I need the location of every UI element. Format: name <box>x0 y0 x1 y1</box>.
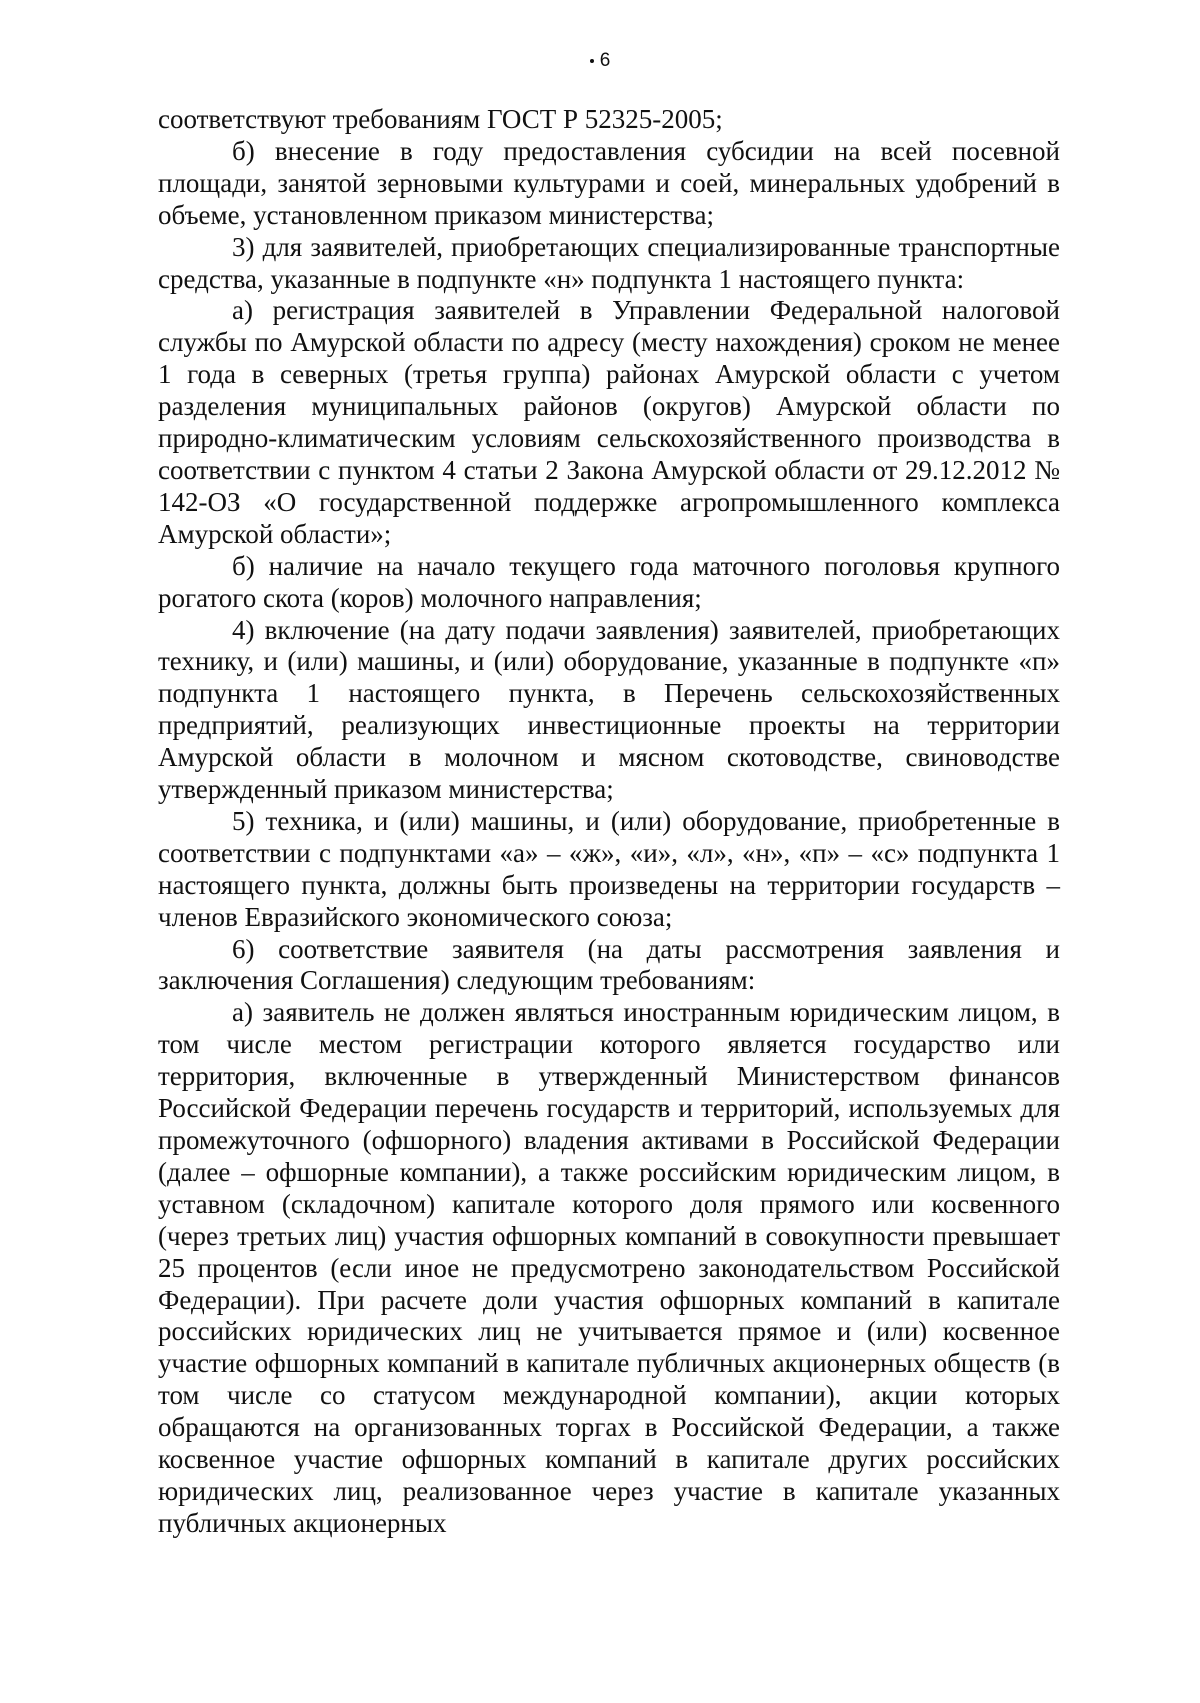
document-body <box>158 104 1060 1540</box>
paragraph-item-4-inclusion: 4) включение (на дату подачи заявления) заявителей, приобретающих технику, и (или) машины, и (или) оборудование, указанные в подпункте «п» подпункта 1 настоящего пункта, в Перечень сельскохозяйственных предприятий, реализующих инвестиционные проекты на территории Амурской области в молочном и мясном скотоводстве, свиноводстве утвержденный приказом министерства; <box>158 614 1060 805</box>
page-number <box>0 50 1200 72</box>
page-number-text: 6 <box>599 50 611 71</box>
paragraph-item-a-registration: а) регистрация заявителей в Управлении Федеральной налоговой службы по Амурской области по адресу (месту нахождения) сроком не менее 1 года в северных (третья группа) районах Амурской области с учетом разделения муниципальных районов (округов) Амурской области по природно-климатическим условиям сельскохозяйственного производства в соответствии с пунктом 4 статьи 2 Закона Амурской области от 29.12.2012 № 142-ОЗ «О государственной поддержке агропромышленного комплекса Амурской области»; <box>158 295 1060 549</box>
paragraph-item-6-requirements: 6) соответствие заявителя (на даты рассмотрения заявления и заключения Соглашения) следующим требованиям: <box>158 933 1060 996</box>
paragraph-item-a-offshore: а) заявитель не должен являться иностранным юридическим лицом, в том числе местом регистрации которого является государство или территория, включенные в утвержденный Министерством финансов Российской Федерации перечень государств и территорий, используемых для промежуточного (офшорного) владения активами в Российской Федерации (далее – офшорные компании), а также российским юридическим лицом, в уставном (складочном) капитале которого доля прямого или косвенного (через третьих лиц) участия офшорных компаний в совокупности превышает 25 процентов (если иное не предусмотрено законодательством Российской Федерации). При расчете доли участия офшорных компаний в капитале российских юридических лиц не учитывается прямое и (или) косвенное участие офшорных компаний в капитале публичных акционерных обществ (в том числе со статусом международной компании), акции которых обращаются на организованных торгах в Российской Федерации, а также косвенное участие офшорных компаний в капитале других российских юридических лиц, реализованное через участие в капитале указанных публичных акционерных <box>158 997 1060 1538</box>
scan-mark <box>590 59 594 63</box>
paragraph-item-b-livestock: б) наличие на начало текущего года маточного поголовья крупного рогатого скота (коров) молочного направления; <box>158 550 1060 613</box>
paragraph-item-3-transport: 3) для заявителей, приобретающих специализированные транспортные средства, указанные в подпункте «н» подпункта 1 настоящего пункта: <box>158 231 1060 294</box>
paragraph-item-5-eaeu: 5) техника, и (или) машины, и (или) оборудование, приобретенные в соответствии с подпунктами «а» – «ж», «и», «л», «н», «п» – «с» подпункта 1 настоящего пункта, должны быть произведены на территории государств – членов Евразийского экономического союза; <box>158 805 1060 932</box>
paragraph-item-b-fertilizer: б) внесение в году предоставления субсидии на всей посевной площади, занятой зерновыми культурами и соей, минеральных удобрений в объеме, установленном приказом министерства; <box>158 135 1060 230</box>
paragraph-continuation: соответствуют требованиям ГОСТ Р 52325-2005; <box>158 104 723 134</box>
